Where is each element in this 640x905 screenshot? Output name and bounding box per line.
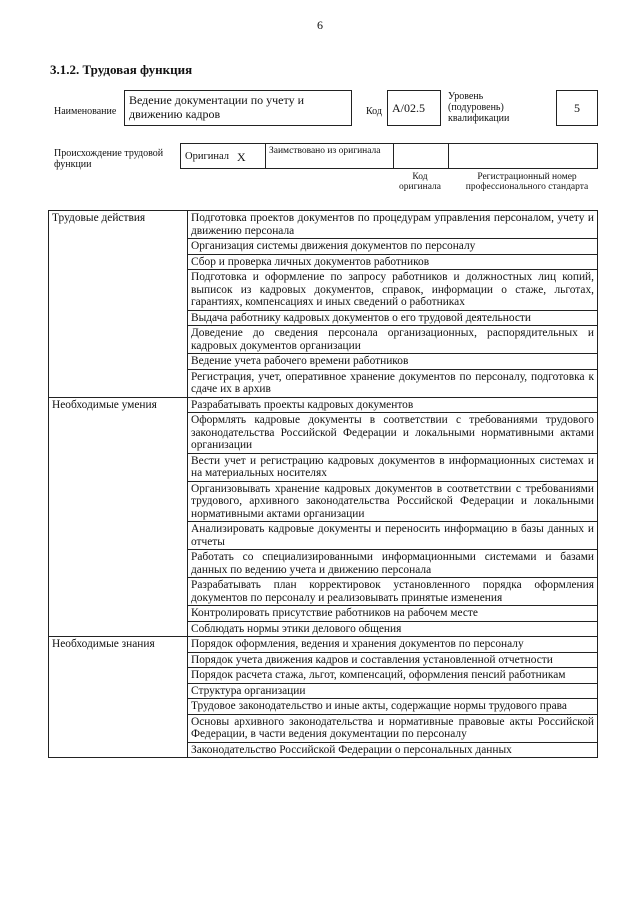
table-cell: Порядок расчета стажа, льгот, компенсаций, оформления пенсий работникам (188, 668, 598, 684)
table-cell: Структура организации (188, 683, 598, 699)
origin-label: Происхождение трудовой функции (54, 148, 164, 170)
table-cell: Разрабатывать план корректировок установленного порядка оформления документов по персоналу и реализовывать принятые изменения (188, 578, 598, 606)
table-cell: Порядок учета движения кадров и составления установленной отчетности (188, 652, 598, 668)
table-cell: Порядок оформления, ведения и хранения документов по персоналу (188, 637, 598, 653)
function-table (48, 210, 598, 758)
table-cell: Доведение до сведения персонала организационных, распорядительных и кадровых документов организации (188, 326, 598, 354)
page-number: 6 (317, 18, 323, 32)
table-cell: Работать со специализированными информационными системами и базами данных по ведению учета и движению персонала (188, 550, 598, 578)
table-row (49, 397, 598, 413)
name-value: Ведение документации по учету и движению кадров (124, 90, 352, 126)
code-label: Код (366, 106, 382, 117)
original-mark: X (237, 150, 246, 164)
table-cell: Контролировать присутствие работников на рабочем месте (188, 606, 598, 622)
original-label: Оригинал (185, 151, 229, 162)
code-original-label: Код оригинала (399, 172, 441, 192)
level-value: 5 (556, 90, 598, 126)
table-cell: Организовывать хранение кадровых документов в соответствии с требованиями трудового, архивного законодательства Российской Федерации и локальными нормативными актами организации (188, 481, 598, 522)
section-title: 3.1.2. Трудовая функция (50, 62, 193, 77)
table-cell: Разрабатывать проекты кадровых документов (188, 397, 598, 413)
code-original-cell (393, 144, 449, 168)
table-cell: Подготовка и оформление по запросу работников и должностных лиц копий, выписок из кадровых документов, справок, информации о стаже, льготах, гарантиях, компенсациях и иных сведений о работниках (188, 270, 598, 311)
table-cell: Выдача работнику кадровых документов о его трудовой деятельности (188, 310, 598, 326)
name-label: Наименование (54, 106, 117, 117)
table-cell: Основы архивного законодательства и нормативные правовые акты Российской Федерации, в части ведения документации по персоналу (188, 714, 598, 742)
table-cell: Соблюдать нормы этики делового общения (188, 621, 598, 637)
table-cell: Оформлять кадровые документы в соответствии с требованиями трудового законодательства Российской Федерации и локальными нормативными актами организации (188, 413, 598, 454)
section-category: Трудовые действия (49, 211, 188, 398)
level-label: Уровень (подуровень) квалификации (448, 91, 510, 124)
table-cell: Ведение учета рабочего времени работников (188, 354, 598, 370)
table-row (49, 637, 598, 653)
section-category: Необходимые умения (49, 397, 188, 637)
table-cell: Анализировать кадровые документы и переносить информацию в базы данных и отчеты (188, 522, 598, 550)
table-cell: Сбор и проверка личных документов работников (188, 254, 598, 270)
section-category: Необходимые знания (49, 637, 188, 758)
table-cell: Подготовка проектов документов по процедурам управления персоналом, учету и движению персонала (188, 211, 598, 239)
borrowed-label: Заимствовано из оригинала (269, 146, 381, 156)
table-cell: Организация системы движения документов по персоналу (188, 239, 598, 255)
code-value: А/02.5 (387, 90, 441, 126)
table-row (49, 211, 598, 239)
table-cell: Трудовое законодательство и иные акты, содержащие нормы трудового права (188, 699, 598, 715)
table-cell: Вести учет и регистрацию кадровых документов в информационных системах и на материальных носителях (188, 453, 598, 481)
reg-number-label: Регистрационный номер профессионального стандарта (465, 172, 589, 192)
table-cell: Законодательство Российской Федерации о персональных данных (188, 742, 598, 758)
origin-row (180, 143, 598, 169)
table-cell: Регистрация, учет, оперативное хранение документов по персоналу, подготовка к сдаче их в архив (188, 369, 598, 397)
original-cell (181, 144, 266, 168)
